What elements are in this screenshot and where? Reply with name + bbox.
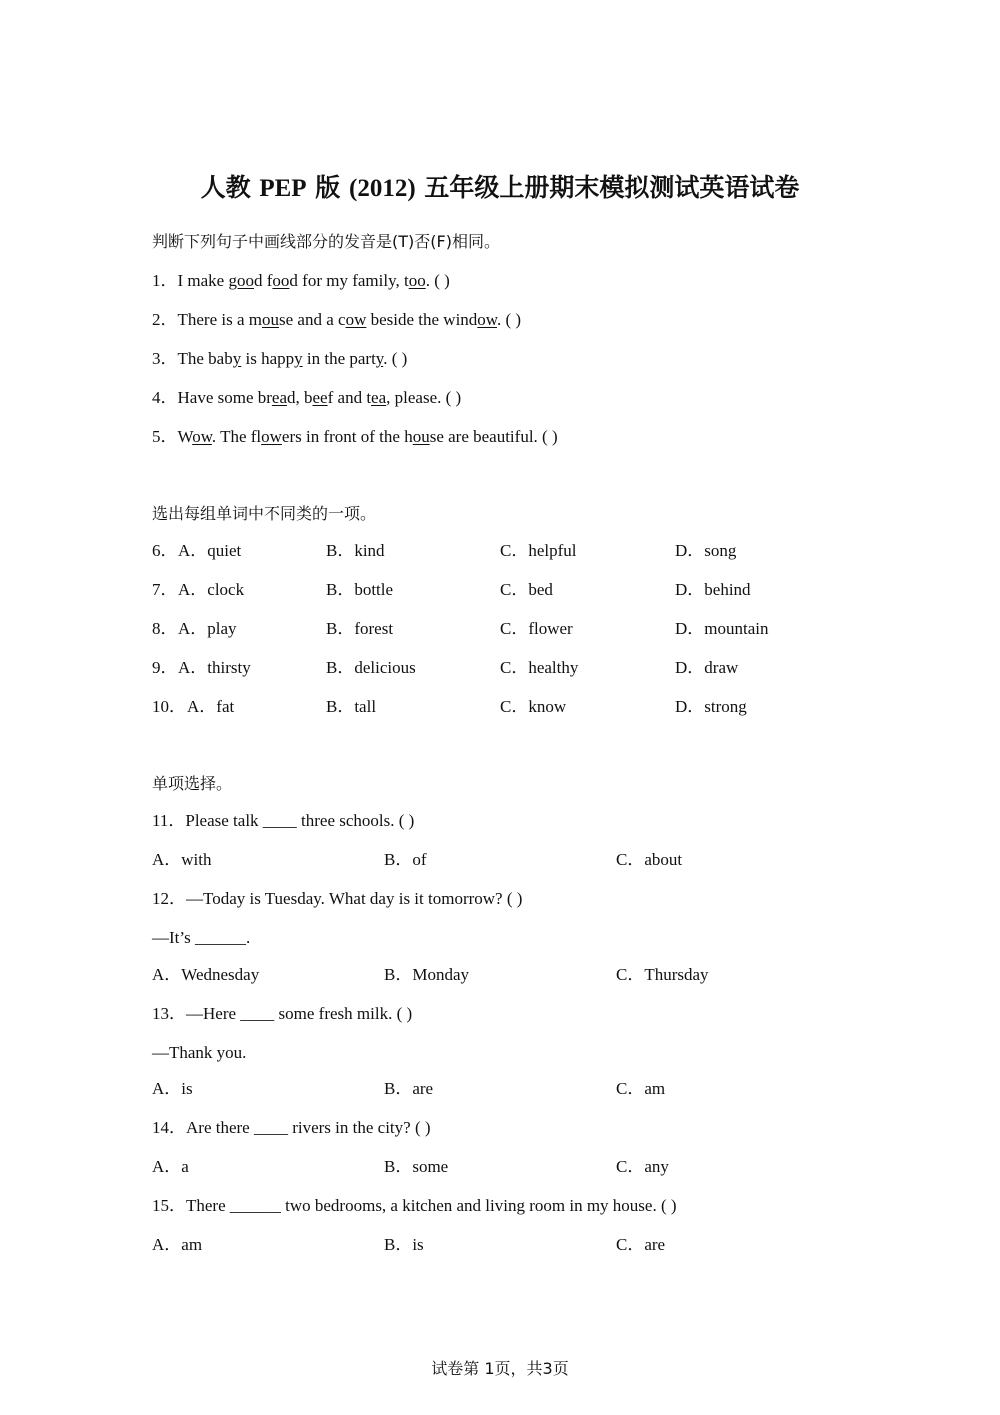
question-5 [152, 426, 558, 448]
q11-option-b: B．of [384, 850, 427, 869]
q14-option-a: A．a [152, 1157, 189, 1176]
option-d: D．behind [675, 580, 751, 599]
question-15-stem: 15．There ______ two bedrooms, a kitchen and living room in my house. ( ) [152, 1196, 677, 1215]
option-d: D．strong [675, 697, 747, 716]
text: . ( ) [383, 349, 408, 368]
option-c: C．healthy [500, 658, 579, 677]
q14-option-b: B．some [384, 1157, 449, 1176]
underlined-text: ow [477, 310, 497, 329]
q12-option-c: C．Thursday [616, 965, 709, 984]
question-14-stem: 14．Are there ____ rivers in the city? ( ) [152, 1118, 431, 1137]
question-12-dialogue: —It’s ______. [152, 928, 251, 947]
underlined-text: ow [261, 427, 282, 446]
text: d, b [287, 388, 313, 407]
q13-option-b: B．are [384, 1079, 434, 1098]
text: is happ [241, 349, 295, 368]
text: . ( ) [496, 310, 522, 329]
underlined-text: oo [272, 271, 290, 290]
option-b: B．kind [326, 541, 385, 560]
underlined-text: ea [271, 388, 288, 407]
text: ers in front of the h [281, 427, 413, 446]
question-12-stem: 12．—Today is Tuesday. What day is it tomorrow? ( ) [152, 889, 523, 908]
underlined-text: ee [312, 388, 328, 407]
text: . The fl [211, 427, 262, 446]
question-number: 10． [152, 697, 186, 716]
question-3 [152, 348, 407, 370]
question-1 [152, 270, 450, 292]
text: d for my family, t [289, 271, 409, 290]
option-b: B．forest [326, 619, 394, 638]
option-c: C．helpful [500, 541, 577, 560]
text: se are beautiful. ( ) [429, 427, 558, 446]
question-number: 3． [152, 349, 178, 368]
option-d: D．draw [675, 658, 739, 677]
underlined-text: oo [408, 271, 426, 290]
q15-option-c: C．are [616, 1235, 666, 1254]
exam-title [0, 168, 1000, 204]
option-d: D．mountain [675, 619, 769, 638]
page-footer: 试卷第 1页，共3页 [431, 1359, 569, 1378]
text: I make [177, 271, 229, 290]
title-part: 五年级上册期末模拟测试英语试卷 [424, 173, 800, 202]
option-a: A．quiet [178, 541, 242, 560]
question-4 [152, 387, 461, 409]
q11-option-c: C．about [616, 850, 683, 869]
option-c: C．flower [500, 619, 573, 638]
option-b: B．delicious [326, 658, 416, 677]
underlined-text: y [375, 349, 384, 368]
underlined-text: ea [371, 388, 387, 407]
option-a: A．fat [187, 697, 235, 716]
underlined-text: ow [345, 310, 367, 329]
underlined-text: y [232, 349, 242, 368]
title-part: PEP [259, 175, 307, 202]
text: d f [253, 271, 273, 290]
text: . ( ) [425, 271, 450, 290]
q15-option-a: A．am [152, 1235, 203, 1254]
question-number: 6． [152, 541, 178, 560]
question-number: 9． [152, 658, 178, 677]
q11-option-a: A．with [152, 850, 212, 869]
question-2 [152, 309, 521, 331]
underlined-text: goo [228, 271, 254, 290]
option-c: C．bed [500, 580, 553, 599]
question-number: 7． [152, 580, 178, 599]
option-d: D．song [675, 541, 737, 560]
underlined-text: ow [192, 427, 212, 446]
question-number: 8． [152, 619, 178, 638]
q12-option-b: B．Monday [384, 965, 469, 984]
text: beside the wind [366, 310, 478, 329]
option-b: B．bottle [326, 580, 394, 599]
section1-heading: 判断下列句子中画线部分的发音是(T)否(F)相同。 [152, 232, 500, 251]
q12-option-a: A．Wednesday [152, 965, 260, 984]
question-number: 5． [152, 427, 178, 446]
q13-option-c: C．am [616, 1079, 666, 1098]
title-part: 人教 [200, 173, 251, 202]
underlined-text: ou [262, 310, 279, 329]
q14-option-c: C．any [616, 1157, 669, 1176]
option-a: A．clock [178, 580, 245, 599]
section3-heading: 单项选择。 [152, 774, 233, 793]
option-b: B．tall [326, 697, 377, 716]
q15-option-b: B．is [384, 1235, 424, 1254]
title-part: 版 [315, 173, 341, 202]
section2-heading: 选出每组单词中不同类的一项。 [152, 504, 377, 523]
question-number: 2． [152, 310, 178, 329]
text: , please. ( ) [386, 388, 462, 407]
underlined-text: y [294, 349, 303, 368]
text: se and a c [279, 310, 346, 329]
text: There is a m [177, 310, 262, 329]
text: f and t [327, 388, 372, 407]
question-13-dialogue: —Thank you. [152, 1043, 247, 1062]
question-13-stem: 13．—Here ____ some fresh milk. ( ) [152, 1004, 413, 1023]
text: Have some br [177, 388, 272, 407]
text: W [177, 427, 193, 446]
q13-option-a: A．is [152, 1079, 193, 1098]
option-a: A．play [178, 619, 237, 638]
question-number: 1． [152, 271, 178, 290]
underlined-text: ou [412, 427, 430, 446]
option-c: C．know [500, 697, 567, 716]
text: The bab [177, 349, 233, 368]
text: in the part [302, 349, 376, 368]
title-part: (2012) [349, 175, 416, 202]
question-11-stem: 11．Please talk ____ three schools. ( ) [152, 811, 415, 830]
option-a: A．thirsty [178, 658, 251, 677]
question-number: 4． [152, 388, 178, 407]
